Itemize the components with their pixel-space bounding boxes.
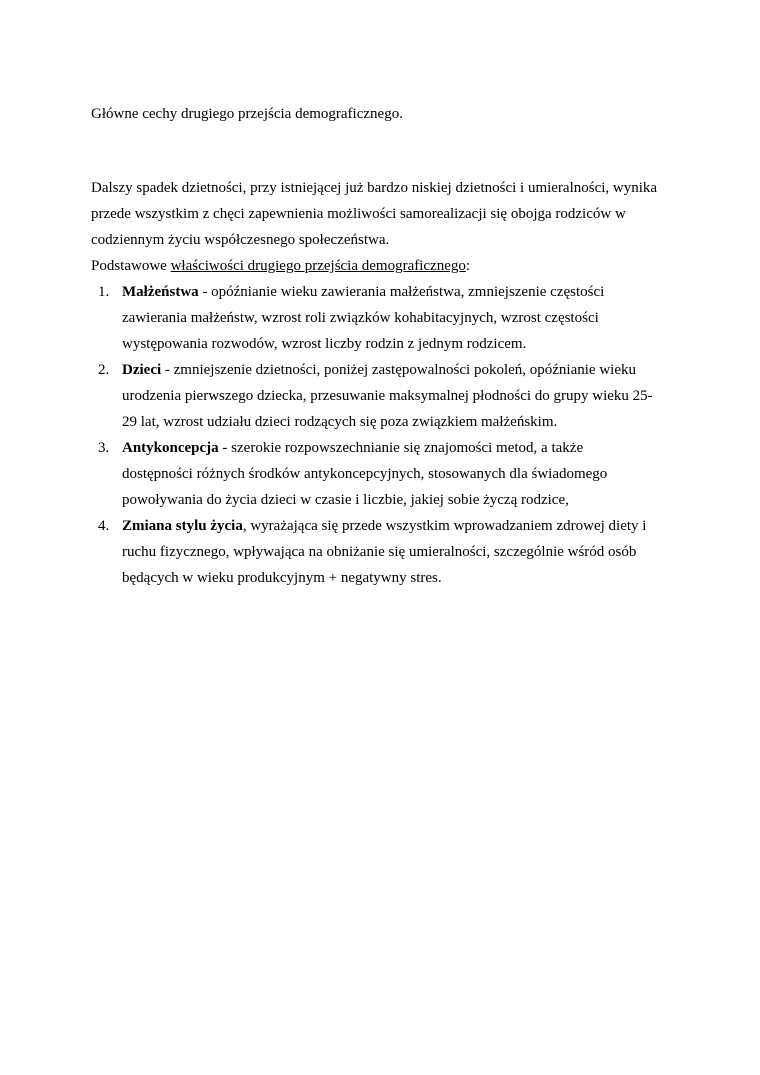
- feature-line: zawierania małżeństw, wzrost roli związków kohabitacyjnych, wzrost częstości: [122, 310, 599, 326]
- feature-number: 1.: [98, 284, 110, 300]
- feature-first-line-text: , wyrażająca się przede wszystkim wprowadzaniem zdrowej diety i: [242, 518, 647, 534]
- document-title: Główne cechy drugiego przejścia demograficznego.: [91, 106, 403, 122]
- feature-first-line: [122, 279, 691, 305]
- feature-first-line-text: - zmniejszenie dzietności, poniżej zastępowalności pokoleń, opóźnianie wieku: [161, 362, 636, 378]
- features-heading-underlined: właściwości drugiego przejścia demograficznego: [170, 258, 466, 274]
- feature-line: dostępności różnych środków antykoncepcyjnych, stosowanych dla świadomego: [122, 466, 608, 482]
- intro-line: Dalszy spadek dzietności, przy istniejącej już bardzo niskiej dzietności i umieralności, wynika: [91, 180, 658, 196]
- feature-item-lifestyle: [91, 513, 691, 591]
- feature-term: Małżeństwa: [122, 284, 199, 300]
- features-heading-suffix: :: [465, 258, 471, 274]
- feature-number: 2.: [98, 362, 110, 378]
- feature-term: Zmiana stylu życia: [122, 518, 243, 534]
- feature-first-line: [122, 357, 691, 383]
- feature-item-marriage: [91, 279, 691, 357]
- feature-item-children: [91, 357, 691, 435]
- feature-line: urodzenia pierwszego dziecka, przesuwanie maksymalnej płodności do grupy wieku 25-: [122, 388, 653, 404]
- feature-line: powoływania do życia dzieci w czasie i liczbie, jakiej sobie życzą rodzice,: [122, 492, 569, 508]
- intro-paragraph: [91, 175, 681, 253]
- feature-number: 4.: [98, 518, 110, 534]
- feature-first-line: [122, 513, 691, 539]
- features-heading-prefix: Podstawowe: [91, 258, 171, 274]
- features-heading: [91, 253, 470, 279]
- feature-line: 29 lat, wzrost udziału dzieci rodzących się poza związkiem małżeńskim.: [122, 414, 558, 430]
- feature-line: ruchu fizycznego, wpływająca na obniżanie się umieralności, szczególnie wśród osób: [122, 544, 637, 560]
- feature-first-line: [122, 435, 691, 461]
- feature-line: będących w wieku produkcyjnym + negatywny stres.: [122, 570, 442, 586]
- feature-term: Antykoncepcja: [122, 440, 219, 456]
- feature-number: 3.: [98, 440, 110, 456]
- features-list: [91, 279, 691, 591]
- intro-line: przede wszystkim z chęci zapewnienia możliwości samorealizacji się obojga rodziców w: [91, 206, 626, 222]
- feature-first-line-text: - szerokie rozpowszechnianie się znajomości metod, a także: [218, 440, 584, 456]
- feature-line: występowania rozwodów, wzrost liczby rodzin z jednym rodzicem.: [122, 336, 527, 352]
- feature-term: Dzieci: [122, 362, 162, 378]
- feature-first-line-text: - opóźnianie wieku zawierania małżeństwa, zmniejszenie częstości: [198, 284, 605, 300]
- feature-item-contraception: [91, 435, 691, 513]
- intro-line: codziennym życiu współczesnego społeczeństwa.: [91, 232, 390, 248]
